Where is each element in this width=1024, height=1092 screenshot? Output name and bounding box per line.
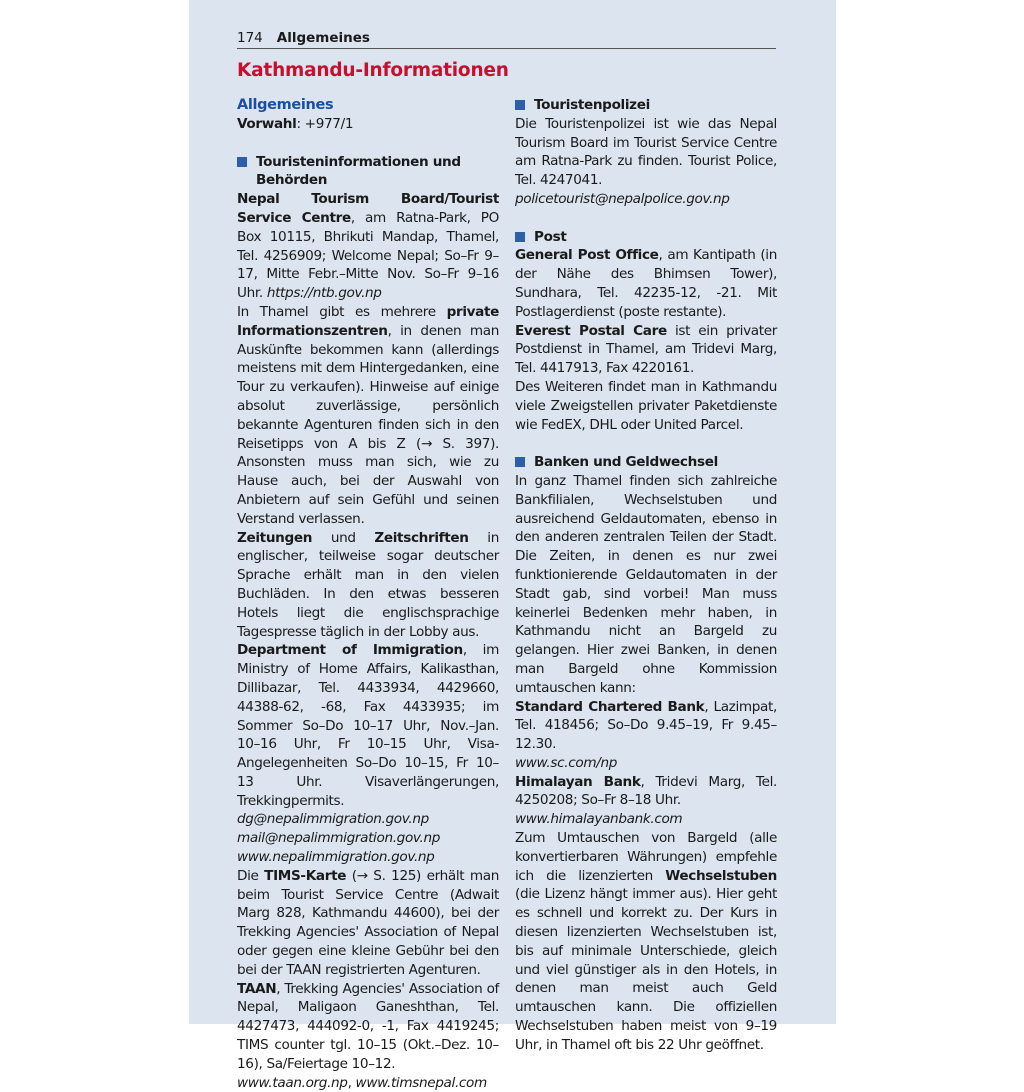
right-column bbox=[515, 96, 777, 1055]
everest-postal-name: Everest Postal Care bbox=[515, 322, 667, 339]
private-info-intro: In Thamel gibt es mehrere bbox=[237, 303, 447, 320]
paragraph-everest-postal bbox=[515, 322, 777, 378]
immigration-url-text[interactable]: www.nepalimmigration.gov.np bbox=[237, 849, 435, 866]
tims-intro: Die bbox=[237, 867, 265, 884]
taan-bold: TAAN bbox=[237, 980, 277, 997]
zeitungen-text: in englischer, teilweise sogar deutscher Sprache erhält man in den vielen Buchläden. In den etwas besseren Hotels liegt die englischsprachige Tagespresse täglich in der Lobby aus. bbox=[237, 529, 499, 640]
gpo-details: , am Kantipath (in der Nähe des Bhimsen Tower), Sundhara, Tel. 42235-12, -21. Mit Postlagerdienst (poste restante). bbox=[515, 247, 777, 320]
paragraph-standard-chartered bbox=[515, 698, 777, 754]
private-info-bold: private Informationszentren bbox=[237, 303, 499, 339]
everest-postal-details: ist ein privater Postdienst in Thamel, am Tridevi Marg, Tel. 4417913, Fax 4220161. bbox=[515, 322, 777, 377]
police-email[interactable] bbox=[515, 190, 777, 209]
nepal-tourism-board-name: Nepal Tourism Board/Tourist Service Centre bbox=[237, 191, 499, 226]
running-head bbox=[237, 30, 776, 49]
immigration-email-1-text[interactable]: dg@nepalimmigration.gov.np bbox=[237, 811, 429, 828]
vorwahl-line bbox=[237, 115, 499, 134]
left-column bbox=[237, 96, 499, 1092]
paragraph-himalayan-bank bbox=[515, 773, 777, 811]
page-number: 174 bbox=[237, 30, 263, 46]
heading-post: Post bbox=[515, 228, 777, 247]
section-title-allgemeines: Allgemeines bbox=[237, 97, 334, 113]
immigration-email-1[interactable] bbox=[237, 810, 499, 829]
immigration-details: , im Ministry of Home Affairs, Kalikasthan, Dillibazar, Tel. 4433934, 4429660, 44388-62, -68, Fax 4433935; im Sommer So–Do 10–17 Uhr, Nov.–Jan. 10–16 Uhr, Fr 10–15 Uhr, Visa-Angelegenheiten So–Do 10–15, Fr 10–13 Uhr. Visaverlängerungen, Trekkingpermits. bbox=[237, 642, 499, 809]
taan-url-separator: , bbox=[347, 1074, 356, 1091]
paragraph-police: Die Touristenpolizei ist wie das Nepal Tourism Board im Tourist Service Centre am Ratna-Park zu finden. Tourist Police, Tel. 4247041. bbox=[515, 115, 777, 189]
wechselstuben-bold: Wechselstuben bbox=[665, 867, 777, 884]
standard-chartered-url-text[interactable]: www.sc.com/np bbox=[515, 754, 617, 771]
zeitungen-bold: Zeitungen bbox=[237, 529, 313, 546]
paragraph-immigration bbox=[237, 641, 499, 810]
tims-url-link[interactable]: www.timsnepal.com bbox=[355, 1074, 487, 1091]
standard-chartered-url[interactable] bbox=[515, 754, 777, 773]
himalayan-bank-details: , Tridevi Marg, Tel. 4250208; So–Fr 8–18 Uhr. bbox=[515, 773, 777, 809]
himalayan-bank-name: Himalayan Bank bbox=[515, 773, 641, 790]
taan-url-link[interactable]: www.taan.org.np bbox=[237, 1074, 348, 1091]
nepal-tourism-board-details: , am Ratna-Park, PO Box 10115, Bhrikuti Mandap, Thamel, Tel. 4256909; Welcome Nepal; So–Fr 9–17, Mitte Febr.–Mitte Nov. So–Fr 9–16 Uhr. bbox=[237, 209, 500, 302]
paragraph-paketdienste: Des Weiteren findet man in Kathmandu viele Zweigstellen privater Paketdienste wie FedEX, DHL oder United Parcel. bbox=[515, 378, 777, 433]
paragraph-zeitungen bbox=[237, 529, 499, 642]
immigration-name: Department of Immigration bbox=[237, 642, 463, 659]
zeitschriften-bold: Zeitschriften bbox=[374, 529, 469, 546]
taan-text: , Trekking Agencies' Association of Nepal, Maligaon Ganeshthan, Tel. 4427473, 444092-0, -1, Fax 4419245; TIMS counter tgl. 10–15 (Okt.–Dez. 10–16), Sa/Feiertage 10–12. bbox=[237, 980, 499, 1072]
immigration-email-2[interactable] bbox=[237, 829, 499, 848]
running-head-title: Allgemeines bbox=[276, 30, 370, 46]
heading-banken: Banken und Geldwechsel bbox=[515, 453, 777, 472]
taan-urls bbox=[237, 1074, 499, 1092]
ntb-url-link[interactable]: https://ntb.gov.np bbox=[266, 285, 382, 302]
page-title: Kathmandu-Informationen bbox=[237, 60, 509, 81]
outer-margin-left bbox=[0, 0, 189, 1024]
vorwahl-label: Vorwahl bbox=[237, 116, 297, 132]
standard-chartered-name: Standard Chartered Bank bbox=[515, 698, 705, 715]
paragraph-private-info bbox=[237, 303, 499, 529]
paragraph-banken-intro: In ganz Thamel finden sich zahlreiche Bankfilialen, Wechselstuben und ausreichend Geldautomaten, ebenso in den anderen zentralen Teilen der Stadt. Die Zeiten, in denen es nur zwei funktionierende Geldautomaten in der Stadt gab, sind vorbei! Man muss keinerlei Bedenken mehr haben, in Kathmandu nicht an Bargeld zu gelangen. Hier zwei Banken, in denen man Bargeld ohne Kommission umtauschen kann: bbox=[515, 472, 777, 696]
vorwahl-value: : +977/1 bbox=[296, 116, 354, 132]
himalayan-bank-url[interactable] bbox=[515, 810, 777, 829]
heading-touristeninformationen: Touristeninformationen und Behörden bbox=[237, 153, 499, 191]
paragraph-nepal-tourism-board bbox=[237, 190, 499, 303]
immigration-email-2-text[interactable]: mail@nepalimmigration.gov.np bbox=[237, 830, 441, 847]
paragraph-wechselstuben bbox=[515, 829, 777, 1055]
gpo-name: General Post Office bbox=[515, 247, 659, 264]
heading-touristenpolizei: Touristenpolizei bbox=[515, 96, 777, 115]
outer-margin-right bbox=[836, 0, 1024, 1024]
wechselstuben-intro: Zum Umtauschen von Bargeld (alle konvertierbaren Währungen) empfehle ich die lizenzierten bbox=[515, 830, 777, 884]
paragraph-tims bbox=[237, 867, 499, 980]
paragraph-taan bbox=[237, 980, 499, 1074]
paragraph-gpo bbox=[515, 246, 777, 321]
standard-chartered-details: , Lazimpat, Tel. 418456; So–Do 9.45–19, Fr 9.45–12.30. bbox=[515, 698, 777, 753]
tims-bold: TIMS-Karte bbox=[264, 867, 347, 884]
tims-text: (→ S. 125) erhält man beim Tourist Service Centre (Adwait Marg 828, Kathmandu 44600), bei der Trekking Agencies' Association of Nepal oder gegen eine kleine Gebühr bei den bei der TAAN registrierten Agenturen. bbox=[237, 867, 499, 978]
private-info-text: , in denen man Auskünfte bekommen kann (allerdings meistens mit dem Hintergedanken, eine Tour zu verkaufen). Hinweise auf einige absolut zuverlässige, persönlich bekannte Agenturen finden sich in den Reisetipps von A bis Z (→ S. 397). Ansonsten muss man sich, wie zu Hause auch, bei der Auswahl von Anbietern auf sein Gefühl und seinen Verstand verlassen. bbox=[237, 322, 499, 527]
immigration-url[interactable] bbox=[237, 848, 499, 867]
wechselstuben-text: (die Lizenz hängt immer aus). Hier geht es schnell und korrekt zu. Der Kurs in diesen lizenzierten Wechselstuben ist, bis auf minimale Unterschiede, gleich und viel günstiger als in den Hotels, in denen man meist auch Geld umtauschen kann. Die offiziellen Wechselstuben haben meist von 9–19 Uhr, in Thamel oft bis 22 Uhr geöffnet. bbox=[515, 886, 777, 1053]
himalayan-bank-url-text[interactable]: www.himalayanbank.com bbox=[515, 811, 683, 828]
zeitungen-und: und bbox=[312, 529, 375, 546]
police-email-text[interactable]: policetourist@nepalpolice.gov.np bbox=[515, 190, 730, 207]
